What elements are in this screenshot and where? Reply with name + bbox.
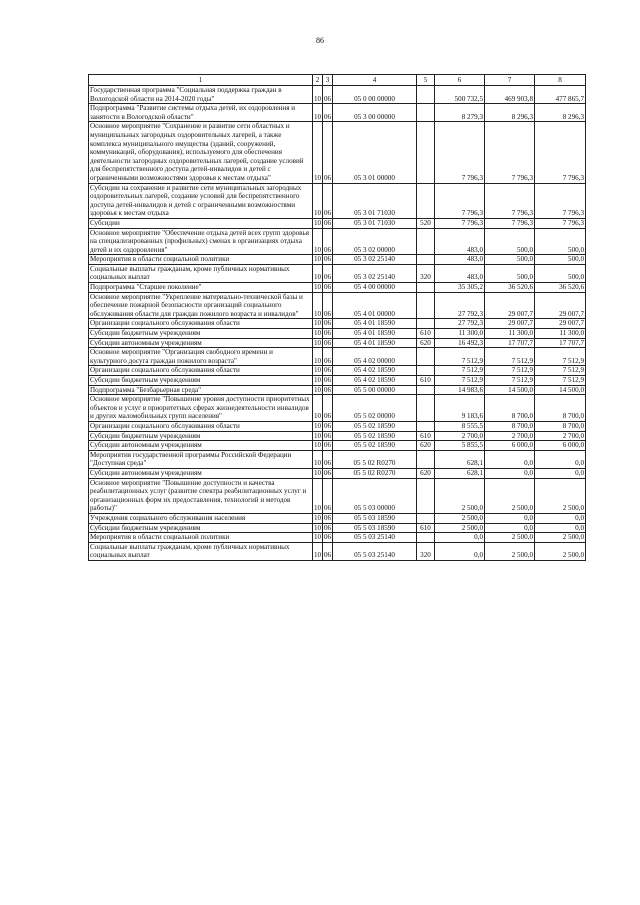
amount-col7-cell: 8 700,0 — [485, 395, 535, 422]
section-code-cell: 10 — [314, 385, 322, 394]
table-row — [89, 283, 586, 293]
amount-col8-cell: 14 500,0 — [535, 385, 586, 395]
amount-col7-cell: 7 512,9 — [485, 376, 535, 386]
table-row — [89, 255, 586, 265]
expense-type-cell — [417, 385, 435, 395]
amount-col8-cell: 477 865,7 — [535, 86, 586, 104]
expense-type-cell — [417, 319, 435, 329]
amount-col6-cell: 483,0 — [435, 264, 485, 282]
section-code-cell: 10 — [314, 319, 322, 328]
amount-col7-cell: 0,0 — [485, 523, 535, 533]
table-row — [89, 264, 586, 282]
target-article-cell: 05 4 02 18590 — [333, 376, 417, 386]
row-name-cell: Организации социального обслуживания области — [89, 319, 313, 329]
row-name-cell: Организации социального обслуживания области — [89, 366, 313, 376]
subsection-code-cell: 06 — [323, 264, 333, 282]
amount-col6-cell: 7 512,9 — [435, 366, 485, 376]
row-name-cell: Субсидии автономным учреждениям — [89, 468, 313, 478]
amount-col8-cell: 0,0 — [535, 513, 586, 523]
amount-col6-cell: 628,1 — [435, 468, 485, 478]
row-name-cell: Мероприятия государственной программы Российской Федерации "Доступная среда" — [89, 450, 313, 468]
amount-col7-cell: 2 500,0 — [485, 533, 535, 543]
section-code-cell: 10 — [313, 292, 323, 319]
amount-col8-cell: 29 007,7 — [535, 319, 586, 329]
amount-col7-cell: 29 007,7 — [485, 292, 535, 319]
table-row — [89, 542, 586, 560]
target-article-cell: 05 5 02 R0270 — [333, 450, 417, 468]
amount-col8-cell: 7 796,3 — [535, 218, 586, 228]
section-code-cell: 10 — [314, 468, 322, 477]
table-row — [89, 104, 586, 122]
amount-col7-cell: 7 796,3 — [485, 218, 535, 228]
amount-col6-cell: 2 500,0 — [435, 523, 485, 533]
amount-col7-cell: 500,0 — [485, 255, 535, 265]
subsection-code-cell: 06 — [324, 218, 332, 227]
column-header: 6 — [435, 75, 485, 86]
row-name-cell: Основное мероприятие "Укрепление материально-технической базы и обеспечение пожарной безопасности организаций социального обслуживания области для граждан пожилого возраста и инвалидов" — [89, 292, 313, 319]
row-name-cell: Мероприятия в области социальной политики — [89, 255, 313, 265]
column-header: 3 — [323, 75, 333, 86]
amount-col8-cell: 8 700,0 — [535, 421, 586, 431]
table-row — [89, 441, 586, 451]
table-row — [89, 421, 586, 431]
row-name-cell: Подпрограмма "Безбарьерная среда" — [89, 385, 313, 395]
expense-type-cell: 320 — [417, 542, 435, 560]
subsection-code-cell: 06 — [323, 395, 333, 422]
amount-col6-cell: 9 183,6 — [435, 395, 485, 422]
row-name-cell: Учреждения социального обслуживания населения — [89, 513, 313, 523]
column-header: 2 — [313, 75, 323, 86]
expense-type-cell: 620 — [417, 468, 435, 478]
subsection-code-cell: 06 — [323, 104, 333, 122]
amount-col8-cell: 7 512,9 — [535, 348, 586, 366]
target-article-cell: 05 5 02 18590 — [333, 431, 417, 441]
amount-col7-cell: 7 512,9 — [485, 348, 535, 366]
table-row — [89, 122, 586, 183]
amount-col8-cell: 29 007,7 — [535, 292, 586, 319]
subsection-code-cell: 06 — [323, 478, 333, 513]
amount-col6-cell: 483,0 — [435, 228, 485, 255]
section-code-cell: 10 — [314, 523, 322, 532]
subsection-code-cell: 06 — [324, 376, 332, 384]
amount-col8-cell: 36 520,6 — [535, 283, 586, 293]
amount-col7-cell: 11 300,0 — [485, 329, 535, 339]
amount-col6-cell: 7 512,9 — [435, 348, 485, 366]
column-header: 1 — [89, 75, 313, 86]
amount-col8-cell: 7 796,3 — [535, 122, 586, 183]
amount-col8-cell: 8 296,3 — [535, 104, 586, 122]
target-article-cell: 05 5 03 25140 — [333, 542, 417, 560]
amount-col7-cell: 6 000,0 — [485, 441, 535, 451]
expense-type-cell — [417, 366, 435, 376]
row-name-cell: Субсидии бюджетным учреждениям — [89, 523, 313, 533]
amount-col7-cell: 469 903,8 — [485, 86, 535, 104]
expense-type-cell — [417, 421, 435, 431]
section-code-cell: 10 — [314, 431, 322, 440]
expense-type-cell — [417, 255, 435, 265]
row-name-cell: Основное мероприятие "Сохранение и развитие сети областных и муниципальных загородных оздоровительных лагерей, а также комплекса муниципального имущества (зданий, сооружений, коммуникаций, оборудования), используемого для обеспечения деятельности загородных оздоровительных лагерей, создание условий для беспрепятственного доступа детей-инвалидов и детей с ограниченными возможностями здоровья к местам отдыха" — [89, 122, 313, 183]
target-article-cell: 05 3 00 00000 — [333, 104, 417, 122]
row-name-cell: Субсидии — [89, 218, 313, 228]
subsection-code-cell: 06 — [324, 329, 332, 338]
section-code-cell: 10 — [313, 450, 323, 468]
subsection-code-cell: 06 — [324, 468, 332, 477]
table-body — [89, 86, 586, 561]
section-code-cell: 10 — [314, 366, 322, 375]
expense-type-cell: 620 — [417, 338, 435, 348]
table-row — [89, 183, 586, 218]
amount-col8-cell: 500,0 — [535, 255, 586, 265]
target-article-cell: 05 3 01 71030 — [333, 183, 417, 218]
row-name-cell: Государственная программа "Социальная поддержка граждан в Вологодской области на 2014-2020 годы" — [89, 86, 313, 104]
amount-col6-cell: 483,0 — [435, 255, 485, 265]
amount-col6-cell: 7 796,3 — [435, 183, 485, 218]
page-number: 86 — [316, 36, 324, 45]
table-row — [89, 86, 586, 104]
expense-type-cell — [417, 348, 435, 366]
row-name-cell: Основное мероприятие "Повышение доступности и качества реабилитационных услуг (развитие спектра реабилитационных услуг и организационных форм их предоставления, технологий и методов работы)" — [89, 478, 313, 513]
table-row — [89, 385, 586, 395]
section-code-cell: 10 — [314, 283, 322, 292]
row-name-cell: Основное мероприятие "Организация свободного времени и культурного досуга граждан пожилого возраста" — [89, 348, 313, 366]
expense-type-cell — [417, 513, 435, 523]
table-row — [89, 468, 586, 478]
section-code-cell: 10 — [313, 104, 323, 122]
target-article-cell: 05 4 01 18590 — [333, 319, 417, 329]
amount-col7-cell: 17 707,7 — [485, 338, 535, 348]
section-code-cell: 10 — [314, 376, 322, 384]
target-article-cell: 05 3 02 25140 — [333, 255, 417, 265]
row-name-cell: Социальные выплаты гражданам, кроме публичных нормативных социальных выплат — [89, 264, 313, 282]
section-code-cell: 10 — [314, 441, 322, 450]
table-row — [89, 218, 586, 228]
table-row — [89, 431, 586, 441]
table-row — [89, 338, 586, 348]
amount-col6-cell: 27 792,3 — [435, 292, 485, 319]
amount-col6-cell: 27 792,3 — [435, 319, 485, 329]
amount-col7-cell: 2 500,0 — [485, 542, 535, 560]
expense-type-cell — [417, 228, 435, 255]
section-code-cell: 10 — [314, 218, 322, 227]
amount-col8-cell: 0,0 — [535, 450, 586, 468]
subsection-code-cell: 06 — [324, 255, 332, 264]
amount-col7-cell: 36 520,6 — [485, 283, 535, 293]
amount-col7-cell: 0,0 — [485, 450, 535, 468]
subsection-code-cell: 06 — [324, 441, 332, 450]
expense-type-cell — [417, 183, 435, 218]
amount-col8-cell: 500,0 — [535, 228, 586, 255]
table-row — [89, 478, 586, 513]
subsection-code-cell: 06 — [323, 86, 333, 104]
column-header: 5 — [417, 75, 435, 86]
target-article-cell: 05 5 03 18590 — [333, 513, 417, 523]
amount-col8-cell: 2 500,0 — [535, 478, 586, 513]
amount-col8-cell: 17 707,7 — [535, 338, 586, 348]
subsection-code-cell: 06 — [324, 533, 332, 542]
row-name-cell: Субсидии бюджетным учреждениям — [89, 329, 313, 339]
subsection-code-cell: 06 — [324, 513, 332, 522]
row-name-cell: Основное мероприятие "Повышение уровня доступности приоритетных объектов и услуг в приоритетных сферах жизнедеятельности инвалидов и других маломобильных групп населения" — [89, 395, 313, 422]
target-article-cell: 05 3 02 00000 — [333, 228, 417, 255]
row-name-cell: Организации социального обслуживания области — [89, 421, 313, 431]
amount-col8-cell: 0,0 — [535, 523, 586, 533]
table-header-row — [89, 75, 586, 86]
expense-type-cell — [417, 292, 435, 319]
subsection-code-cell: 06 — [324, 366, 332, 375]
amount-col7-cell: 2 500,0 — [485, 478, 535, 513]
expense-type-cell — [417, 86, 435, 104]
amount-col6-cell: 11 300,0 — [435, 329, 485, 339]
target-article-cell: 05 3 02 25140 — [333, 264, 417, 282]
amount-col7-cell: 29 007,7 — [485, 319, 535, 329]
row-name-cell: Субсидии на сохранение и развитие сети муниципальных загородных оздоровительных лагерей, создание условий для беспрепятственного доступа детей-инвалидов и детей с ограниченными возможностями здоровья к местам отдыха — [89, 183, 313, 218]
column-header: 7 — [485, 75, 535, 86]
table-row — [89, 366, 586, 376]
row-name-cell: Субсидии автономным учреждениям — [89, 338, 313, 348]
subsection-code-cell: 06 — [324, 523, 332, 532]
target-article-cell: 05 3 01 71030 — [333, 218, 417, 228]
amount-col8-cell: 0,0 — [535, 468, 586, 478]
amount-col6-cell: 2 700,0 — [435, 431, 485, 441]
amount-col7-cell: 7 512,9 — [485, 366, 535, 376]
section-code-cell: 10 — [314, 533, 322, 542]
expense-type-cell — [417, 122, 435, 183]
target-article-cell: 05 4 01 00000 — [333, 292, 417, 319]
row-name-cell: Субсидии автономным учреждениям — [89, 441, 313, 451]
expense-type-cell — [417, 478, 435, 513]
amount-col6-cell: 5 855,5 — [435, 441, 485, 451]
expense-type-cell: 610 — [417, 523, 435, 533]
amount-col8-cell: 8 700,0 — [535, 395, 586, 422]
subsection-code-cell: 06 — [323, 450, 333, 468]
target-article-cell: 05 4 02 18590 — [333, 366, 417, 376]
amount-col7-cell: 2 700,0 — [485, 431, 535, 441]
target-article-cell: 05 0 00 00000 — [333, 86, 417, 104]
expense-type-cell: 320 — [417, 264, 435, 282]
expense-type-cell: 520 — [417, 218, 435, 228]
amount-col6-cell: 8 279,3 — [435, 104, 485, 122]
subsection-code-cell: 06 — [323, 292, 333, 319]
target-article-cell: 05 5 03 00000 — [333, 478, 417, 513]
expense-type-cell: 620 — [417, 441, 435, 451]
section-code-cell: 10 — [313, 264, 323, 282]
table-row — [89, 395, 586, 422]
table-row — [89, 533, 586, 543]
section-code-cell: 10 — [313, 395, 323, 422]
amount-col8-cell: 7 796,3 — [535, 183, 586, 218]
table-row — [89, 329, 586, 339]
amount-col6-cell: 8 555,5 — [435, 421, 485, 431]
amount-col8-cell: 2 700,0 — [535, 431, 586, 441]
column-header: 4 — [333, 75, 417, 86]
amount-col7-cell: 7 796,3 — [485, 183, 535, 218]
section-code-cell: 10 — [314, 513, 322, 522]
row-name-cell: Субсидии бюджетным учреждениям — [89, 376, 313, 386]
target-article-cell: 05 4 01 18590 — [333, 329, 417, 339]
row-name-cell: Подпрограмма "Развитие системы отдыха детей, их оздоровления и занятости в Вологодской области" — [89, 104, 313, 122]
table-row — [89, 523, 586, 533]
table-row — [89, 319, 586, 329]
amount-col6-cell: 628,1 — [435, 450, 485, 468]
target-article-cell: 05 5 02 18590 — [333, 441, 417, 451]
expense-type-cell — [417, 395, 435, 422]
subsection-code-cell: 06 — [323, 122, 333, 183]
subsection-code-cell: 06 — [324, 385, 332, 394]
subsection-code-cell: 06 — [324, 431, 332, 440]
section-code-cell: 10 — [313, 348, 323, 366]
table-row — [89, 348, 586, 366]
target-article-cell: 05 5 03 18590 — [333, 523, 417, 533]
subsection-code-cell: 06 — [324, 421, 332, 430]
target-article-cell: 05 5 02 00000 — [333, 395, 417, 422]
amount-col7-cell: 0,0 — [485, 468, 535, 478]
amount-col6-cell: 2 500,0 — [435, 478, 485, 513]
subsection-code-cell: 06 — [323, 348, 333, 366]
amount-col8-cell: 7 512,9 — [535, 366, 586, 376]
column-header: 8 — [535, 75, 586, 86]
amount-col8-cell: 500,0 — [535, 264, 586, 282]
amount-col6-cell: 2 500,0 — [435, 513, 485, 523]
section-code-cell: 10 — [314, 329, 322, 338]
subsection-code-cell: 06 — [324, 319, 332, 328]
table-row — [89, 292, 586, 319]
amount-col8-cell: 2 500,0 — [535, 533, 586, 543]
amount-col6-cell: 7 796,3 — [435, 218, 485, 228]
section-code-cell: 10 — [314, 338, 322, 347]
amount-col6-cell: 35 305,2 — [435, 283, 485, 293]
amount-col6-cell: 14 983,6 — [435, 385, 485, 395]
amount-col8-cell: 2 500,0 — [535, 542, 586, 560]
amount-col7-cell: 14 500,0 — [485, 385, 535, 395]
subsection-code-cell: 06 — [324, 283, 332, 292]
row-name-cell: Основное мероприятие "Обеспечение отдыха детей всех групп здоровья на специализированных (профильных) сменах в организациях отдыха детей и их оздоровления" — [89, 228, 313, 255]
amount-col7-cell: 0,0 — [485, 513, 535, 523]
expense-type-cell — [417, 104, 435, 122]
table-row — [89, 513, 586, 523]
target-article-cell: 05 3 01 00000 — [333, 122, 417, 183]
table-row — [89, 376, 586, 386]
row-name-cell: Социальные выплаты гражданам, кроме публичных нормативных социальных выплат — [89, 542, 313, 560]
amount-col7-cell: 500,0 — [485, 228, 535, 255]
amount-col8-cell: 11 300,0 — [535, 329, 586, 339]
target-article-cell: 05 5 02 R0270 — [333, 468, 417, 478]
amount-col6-cell: 7 796,3 — [435, 122, 485, 183]
target-article-cell: 05 5 00 00000 — [333, 385, 417, 395]
expense-type-cell — [417, 450, 435, 468]
amount-col6-cell: 0,0 — [435, 533, 485, 543]
target-article-cell: 05 5 03 25140 — [333, 533, 417, 543]
amount-col6-cell: 500 732,5 — [435, 86, 485, 104]
table-row — [89, 228, 586, 255]
section-code-cell: 10 — [313, 542, 323, 560]
section-code-cell: 10 — [313, 478, 323, 513]
subsection-code-cell: 06 — [323, 183, 333, 218]
target-article-cell: 05 5 02 18590 — [333, 421, 417, 431]
amount-col6-cell: 7 512,9 — [435, 376, 485, 386]
row-name-cell: Подпрограмма "Старшее поколение" — [89, 283, 313, 293]
subsection-code-cell: 06 — [323, 228, 333, 255]
expense-type-cell: 610 — [417, 431, 435, 441]
expense-type-cell — [417, 283, 435, 293]
amount-col7-cell: 8 700,0 — [485, 421, 535, 431]
amount-col8-cell: 6 000,0 — [535, 441, 586, 451]
amount-col7-cell: 500,0 — [485, 264, 535, 282]
row-name-cell: Субсидии бюджетным учреждениям — [89, 431, 313, 441]
section-code-cell: 10 — [313, 183, 323, 218]
amount-col6-cell: 0,0 — [435, 542, 485, 560]
expense-type-cell: 610 — [417, 329, 435, 339]
target-article-cell: 05 4 02 00000 — [333, 348, 417, 366]
amount-col7-cell: 8 296,3 — [485, 104, 535, 122]
expense-type-cell: 610 — [417, 376, 435, 386]
table-row — [89, 450, 586, 468]
amount-col7-cell: 7 796,3 — [485, 122, 535, 183]
section-code-cell: 10 — [313, 228, 323, 255]
subsection-code-cell: 06 — [323, 542, 333, 560]
amount-col6-cell: 16 492,3 — [435, 338, 485, 348]
budget-table — [88, 74, 586, 561]
section-code-cell: 10 — [314, 421, 322, 430]
row-name-cell: Мероприятия в области социальной политики — [89, 533, 313, 543]
expense-type-cell — [417, 533, 435, 543]
target-article-cell: 05 4 01 18590 — [333, 338, 417, 348]
subsection-code-cell: 06 — [324, 338, 332, 347]
section-code-cell: 10 — [314, 255, 322, 264]
section-code-cell: 10 — [313, 122, 323, 183]
section-code-cell: 10 — [313, 86, 323, 104]
amount-col8-cell: 7 512,9 — [535, 376, 586, 386]
target-article-cell: 05 4 00 00000 — [333, 283, 417, 293]
